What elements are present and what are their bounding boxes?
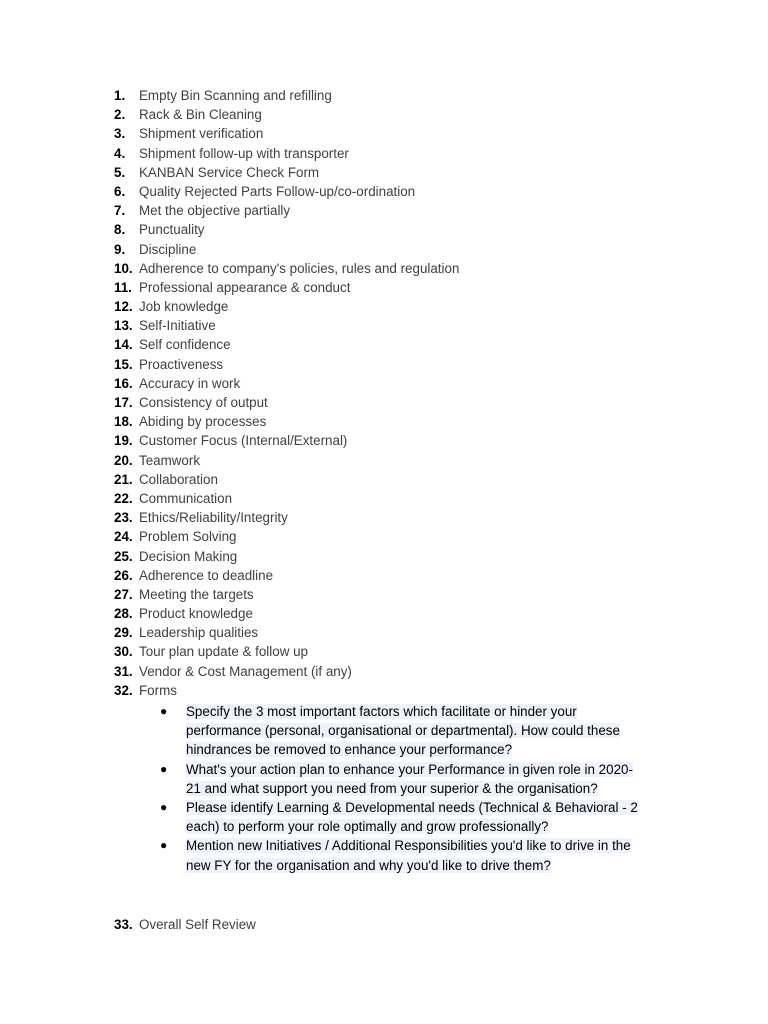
list-item bbox=[114, 105, 459, 124]
list-item-text: Punctuality bbox=[139, 222, 205, 238]
list-item bbox=[114, 662, 459, 681]
list-item-text: Met the objective partially bbox=[139, 203, 291, 219]
list-item-number: 26. bbox=[114, 567, 133, 583]
list-item-number: 19. bbox=[114, 433, 133, 449]
list-item-number: 27. bbox=[114, 586, 133, 602]
bullet-dot-icon: ● bbox=[160, 838, 168, 853]
forms-question-text bbox=[186, 760, 680, 798]
forms-question-item bbox=[160, 836, 680, 874]
list-item-number: 7. bbox=[114, 203, 126, 219]
list-item-text: Abiding by processes bbox=[139, 414, 267, 430]
list-item-text: Customer Focus (Internal/External) bbox=[139, 433, 348, 449]
list-item bbox=[114, 623, 459, 642]
forms-question-item bbox=[160, 798, 680, 836]
list-item bbox=[114, 374, 459, 393]
list-item-text: Problem Solving bbox=[139, 529, 237, 545]
list-item-text: Collaboration bbox=[139, 471, 218, 487]
list-item-number: 23. bbox=[114, 510, 133, 526]
list-item bbox=[114, 393, 459, 412]
list-item bbox=[114, 642, 459, 661]
list-item bbox=[114, 355, 459, 374]
list-item bbox=[114, 163, 459, 182]
list-item-text: Communication bbox=[139, 490, 233, 506]
list-item-text: Adherence to company's policies, rules and regulation bbox=[139, 260, 460, 276]
list-item bbox=[114, 451, 459, 470]
list-item-number: 31. bbox=[114, 663, 133, 679]
list-item bbox=[114, 412, 459, 431]
list-item-text: Product knowledge bbox=[139, 606, 253, 622]
list-item-number: 30. bbox=[114, 644, 133, 660]
list-item-text: Quality Rejected Parts Follow-up/co-ordination bbox=[139, 183, 416, 199]
list-item bbox=[114, 431, 459, 450]
list-item bbox=[114, 144, 459, 163]
forms-question-line: Mention new Initiatives / Additional Responsibilities you'd like to drive in the bbox=[186, 838, 631, 854]
list-item-text: Meeting the targets bbox=[139, 586, 254, 602]
forms-question-line: performance (personal, organisational or departmental). How could these bbox=[186, 723, 620, 739]
list-item-text: Shipment verification bbox=[139, 126, 264, 142]
list-item-number: 13. bbox=[114, 318, 133, 334]
list-item-text: Forms bbox=[139, 682, 177, 698]
review-criteria-list bbox=[114, 86, 459, 700]
list-item-number: 33. bbox=[114, 917, 133, 932]
bullet-dot-icon: ● bbox=[160, 761, 168, 776]
list-item-text: Self-Initiative bbox=[139, 318, 216, 334]
list-item bbox=[114, 220, 459, 239]
list-item-number: 8. bbox=[114, 222, 126, 238]
list-item-number: 9. bbox=[114, 241, 126, 257]
list-item bbox=[114, 278, 459, 297]
forms-question-line: each) to perform your role optimally and grow professionally? bbox=[186, 819, 549, 835]
list-item-number: 20. bbox=[114, 452, 133, 468]
list-item bbox=[114, 182, 459, 201]
list-item bbox=[114, 297, 459, 316]
list-item bbox=[114, 489, 459, 508]
list-item-text: Teamwork bbox=[139, 452, 201, 468]
bullet-dot-icon: ● bbox=[160, 704, 168, 718]
list-item-text: Discipline bbox=[139, 241, 197, 257]
list-item-number: 2. bbox=[114, 107, 126, 123]
forms-question-item bbox=[160, 702, 680, 760]
forms-question-line: What's your action plan to enhance your Performance in given role in 2020- bbox=[186, 761, 633, 777]
list-item-text: Consistency of output bbox=[139, 395, 268, 410]
list-item-text: Professional appearance & conduct bbox=[139, 279, 351, 295]
list-item-number: 17. bbox=[114, 395, 133, 410]
list-item-text: Accuracy in work bbox=[139, 375, 241, 391]
list-item-number: 21. bbox=[114, 471, 133, 487]
forms-questions-list bbox=[160, 702, 680, 875]
list-item-number: 10. bbox=[114, 260, 133, 276]
list-item bbox=[114, 86, 459, 105]
list-item-number: 14. bbox=[114, 337, 133, 353]
list-item-text: Job knowledge bbox=[139, 299, 229, 315]
list-item-text: Ethics/Reliability/Integrity bbox=[139, 510, 288, 526]
list-item bbox=[114, 604, 459, 623]
list-item bbox=[114, 335, 459, 354]
list-item bbox=[114, 316, 459, 335]
list-item bbox=[114, 470, 459, 489]
list-item-text: Decision Making bbox=[139, 548, 238, 564]
list-item bbox=[114, 201, 459, 220]
bullet-dot-icon: ● bbox=[160, 800, 168, 815]
forms-question-line: Please identify Learning & Developmental needs (Technical & Behavioral - 2 bbox=[186, 800, 638, 816]
list-item-number: 6. bbox=[114, 183, 126, 199]
list-item-number: 18. bbox=[114, 414, 133, 430]
list-item-number: 24. bbox=[114, 529, 133, 545]
forms-question-line: hindrances be removed to enhance your performance? bbox=[186, 742, 513, 758]
list-item-number: 29. bbox=[114, 625, 133, 641]
list-item-text: Self confidence bbox=[139, 337, 231, 353]
list-item-text: Empty Bin Scanning and refilling bbox=[139, 88, 332, 103]
list-item bbox=[114, 681, 459, 700]
list-item-text: Adherence to deadline bbox=[139, 567, 274, 583]
forms-question-line: Specify the 3 most important factors which facilitate or hinder your bbox=[186, 704, 577, 719]
list-item-number: 5. bbox=[114, 164, 126, 180]
list-item-text: Rack & Bin Cleaning bbox=[139, 107, 262, 123]
list-item bbox=[114, 547, 459, 566]
list-item bbox=[114, 240, 459, 259]
list-item-text: Leadership qualities bbox=[139, 625, 259, 641]
list-item bbox=[114, 508, 459, 527]
list-item-number: 22. bbox=[114, 490, 133, 506]
list-item-number: 11. bbox=[114, 279, 132, 295]
forms-question-text bbox=[186, 836, 680, 874]
list-item-overall-self-review bbox=[114, 915, 256, 934]
list-item-number: 12. bbox=[114, 299, 133, 315]
list-item bbox=[114, 527, 459, 546]
list-item-number: 1. bbox=[114, 88, 126, 103]
list-item-number: 28. bbox=[114, 606, 133, 622]
list-item-number: 15. bbox=[114, 356, 133, 372]
list-item-text: KANBAN Service Check Form bbox=[139, 164, 320, 180]
list-item-number: 3. bbox=[114, 126, 126, 142]
list-item bbox=[114, 124, 459, 143]
list-item-text: Tour plan update & follow up bbox=[139, 644, 308, 660]
list-item-number: 25. bbox=[114, 548, 133, 564]
forms-question-line: 21 and what support you need from your superior & the organisation? bbox=[186, 780, 598, 796]
forms-question-text bbox=[186, 798, 680, 836]
list-item-number: 16. bbox=[114, 375, 133, 391]
list-item-text: Proactiveness bbox=[139, 356, 224, 372]
forms-question-item bbox=[160, 760, 680, 798]
list-item-number: 32. bbox=[114, 682, 133, 698]
forms-question-line: new FY for the organisation and why you'd like to drive them? bbox=[186, 857, 551, 873]
list-item-text: Overall Self Review bbox=[139, 917, 256, 932]
list-item bbox=[114, 585, 459, 604]
forms-question-text bbox=[186, 702, 680, 760]
list-item bbox=[114, 259, 459, 278]
list-item-number: 4. bbox=[114, 145, 126, 161]
list-item-text: Shipment follow-up with transporter bbox=[139, 145, 349, 161]
list-item bbox=[114, 566, 459, 585]
list-item-text: Vendor & Cost Management (if any) bbox=[139, 663, 352, 679]
